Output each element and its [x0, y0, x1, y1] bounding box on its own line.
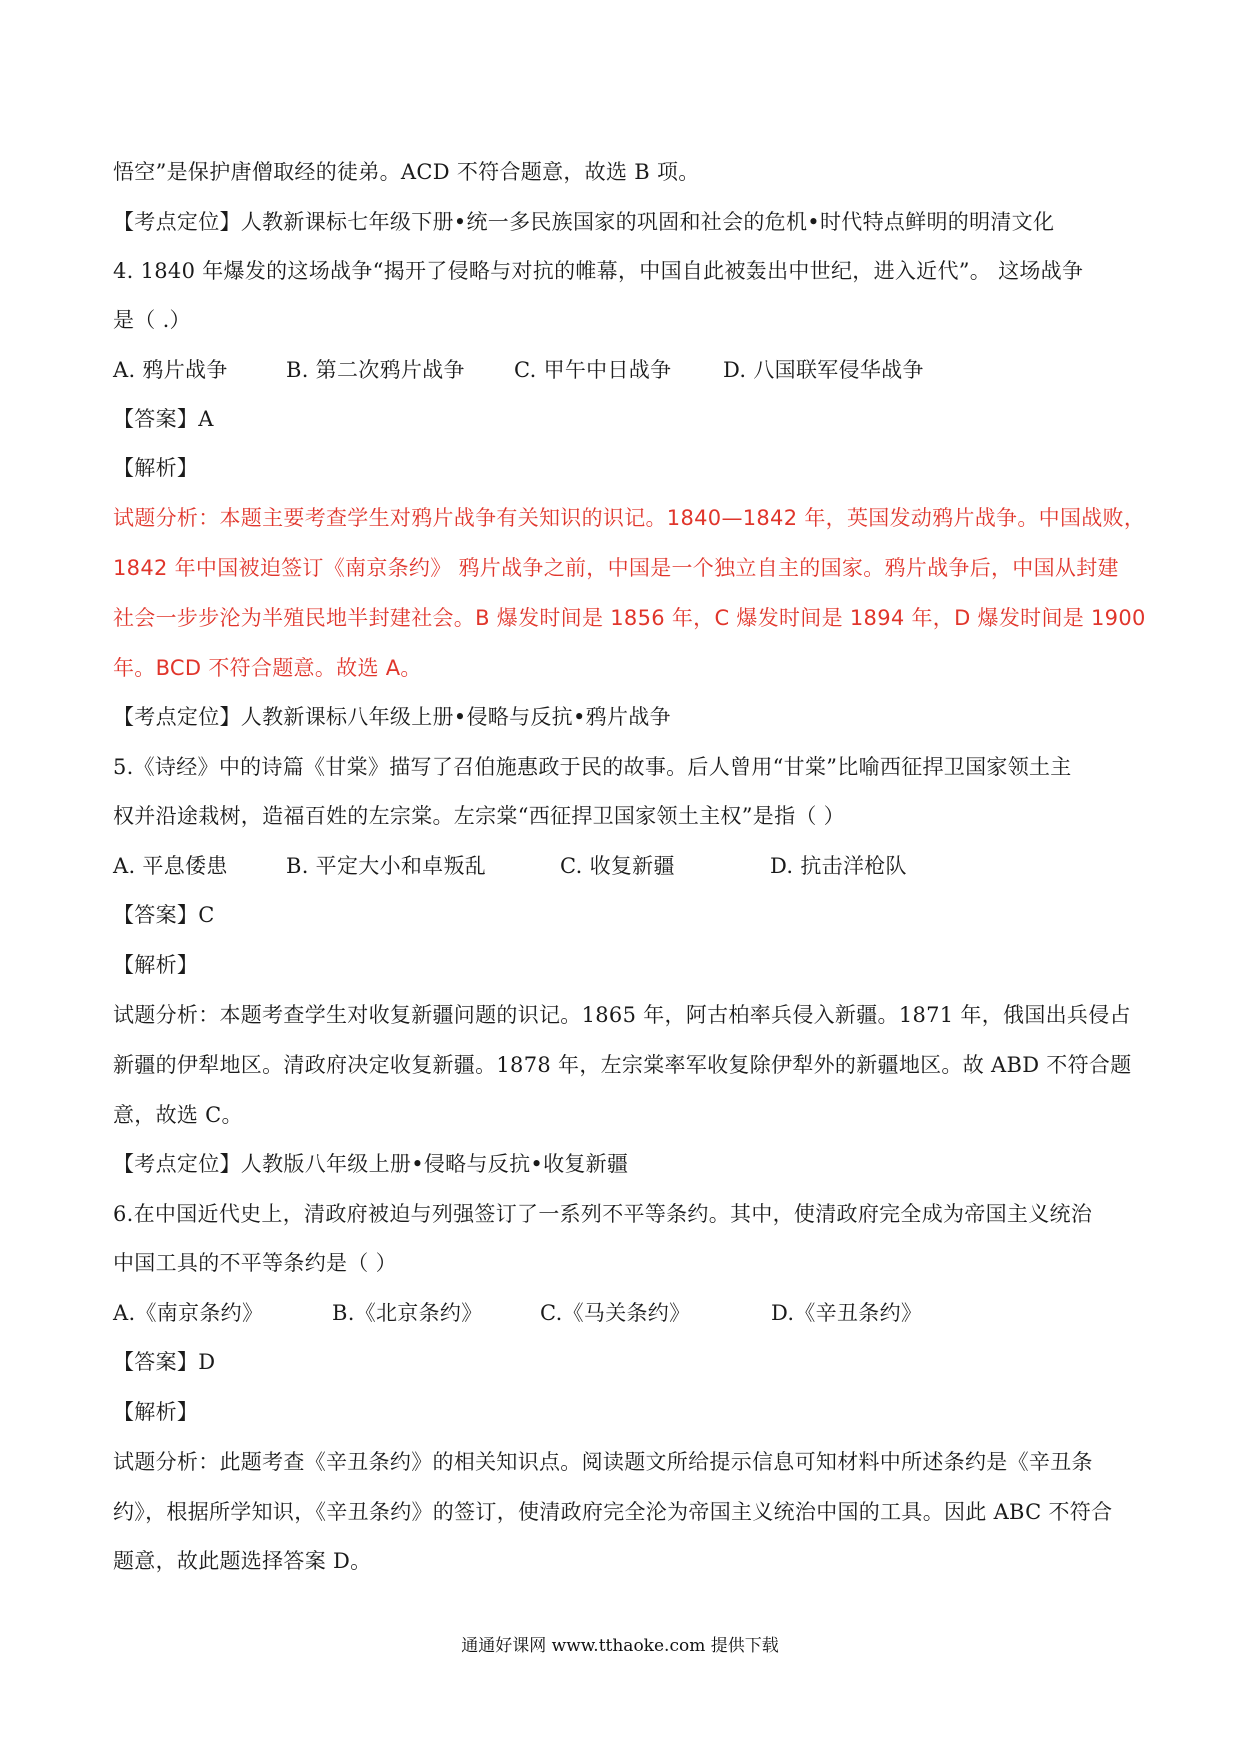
question-6-analysis-line-2: 约》，根据所学知识，《辛丑条约》的签订，使清政府完全沦为帝国主义统治中国的工具。因此 ABC 不符合	[113, 1500, 1113, 1524]
question-6-analysis-line-1: 试题分析：此题考查《辛丑条约》的相关知识点。阅读题文所给提示信息可知材料中所述条约是《辛丑条	[113, 1450, 1093, 1474]
question-5-analysis-line-1: 试题分析：本题考查学生对收复新疆问题的识记。1865 年，阿古柏率兵侵入新疆。1871 年，俄国出兵侵占	[113, 1003, 1131, 1027]
question-4-analysis-label: 【解析】	[113, 456, 199, 480]
option-b: B. 第二次鸦片战争	[286, 358, 465, 382]
question-4-analysis-line-4: 年。BCD 不符合题意。故选 A。	[113, 656, 422, 680]
question-5-location: 【考点定位】人教版八年级上册•侵略与反抗•收复新疆	[113, 1152, 629, 1176]
question-6-analysis-line-3: 题意，故此题选择答案 D。	[113, 1549, 372, 1573]
option-b: B.《北京条约》	[332, 1301, 483, 1325]
option-d: D. 八国联军侵华战争	[723, 358, 924, 382]
option-b: B. 平定大小和卓叛乱	[286, 854, 487, 878]
text-line: 悟空”是保护唐僧取经的徒弟。ACD 不符合题意，故选 B 项。	[113, 160, 700, 184]
question-5-analysis-label: 【解析】	[113, 953, 199, 977]
option-c: C.《马关条约》	[540, 1301, 691, 1325]
question-4-analysis-line-2: 1842 年中国被迫签订《南京条约》 鸦片战争之前，中国是一个独立自主的国家。鸦片战争后，中国从封建	[113, 556, 1119, 580]
option-d: D. 抗击洋枪队	[770, 854, 907, 878]
option-a: A. 平息倭患	[113, 854, 228, 878]
question-4-stem-line-1: 4. 1840 年爆发的这场战争“揭开了侵略与对抗的帷幕，中国自此被轰出中世纪，进入近代”。 这场战争	[113, 259, 1084, 283]
question-6-analysis-label: 【解析】	[113, 1400, 199, 1424]
option-c: C. 收复新疆	[560, 854, 675, 878]
question-4-analysis-line-3: 社会一步步沦为半殖民地半封建社会。B 爆发时间是 1856 年，C 爆发时间是 1894 年，D 爆发时间是 1900	[113, 606, 1146, 630]
option-a: A. 鸦片战争	[113, 358, 228, 382]
question-6-answer: 【答案】D	[113, 1350, 216, 1374]
question-6-stem-line-1: 6.在中国近代史上，清政府被迫与列强签订了一系列不平等条约。其中，使清政府完全成为帝国主义统治	[113, 1202, 1093, 1226]
question-5-stem-line-2: 权并沿途栽树，造福百姓的左宗棠。左宗棠“西征捍卫国家领土主权”是指（ ）	[113, 804, 845, 828]
question-4-answer: 【答案】A	[113, 407, 214, 431]
question-4-location: 【考点定位】人教新课标八年级上册•侵略与反抗•鸦片战争	[113, 705, 671, 729]
question-4-analysis-line-1: 试题分析：本题主要考查学生对鸦片战争有关知识的识记。1840—1842 年，英国发动鸦片战争。中国战败，	[113, 506, 1146, 530]
option-d: D.《辛丑条约》	[771, 1301, 923, 1325]
question-6-stem-line-2: 中国工具的不平等条约是（ ）	[113, 1251, 397, 1275]
option-c: C. 甲午中日战争	[514, 358, 672, 382]
question-5-answer: 【答案】C	[113, 903, 215, 927]
question-5-analysis-line-3: 意，故选 C。	[113, 1103, 243, 1127]
knowledge-point-location: 【考点定位】人教新课标七年级下册•统一多民族国家的巩固和社会的危机•时代特点鲜明的明清文化	[113, 210, 1055, 234]
page-footer: 通通好课网 www.tthaoke.com 提供下载	[461, 1636, 779, 1656]
question-5-stem-line-1: 5.《诗经》中的诗篇《甘棠》描写了召伯施惠政于民的故事。后人曾用“甘棠”比喻西征捍卫国家领土主	[113, 755, 1072, 779]
question-5-analysis-line-2: 新疆的伊犁地区。清政府决定收复新疆。1878 年，左宗棠率军收复除伊犁外的新疆地区。故 ABD 不符合题	[113, 1053, 1132, 1077]
option-a: A.《南京条约》	[113, 1301, 264, 1325]
question-4-stem-line-2: 是（ .）	[113, 308, 191, 332]
